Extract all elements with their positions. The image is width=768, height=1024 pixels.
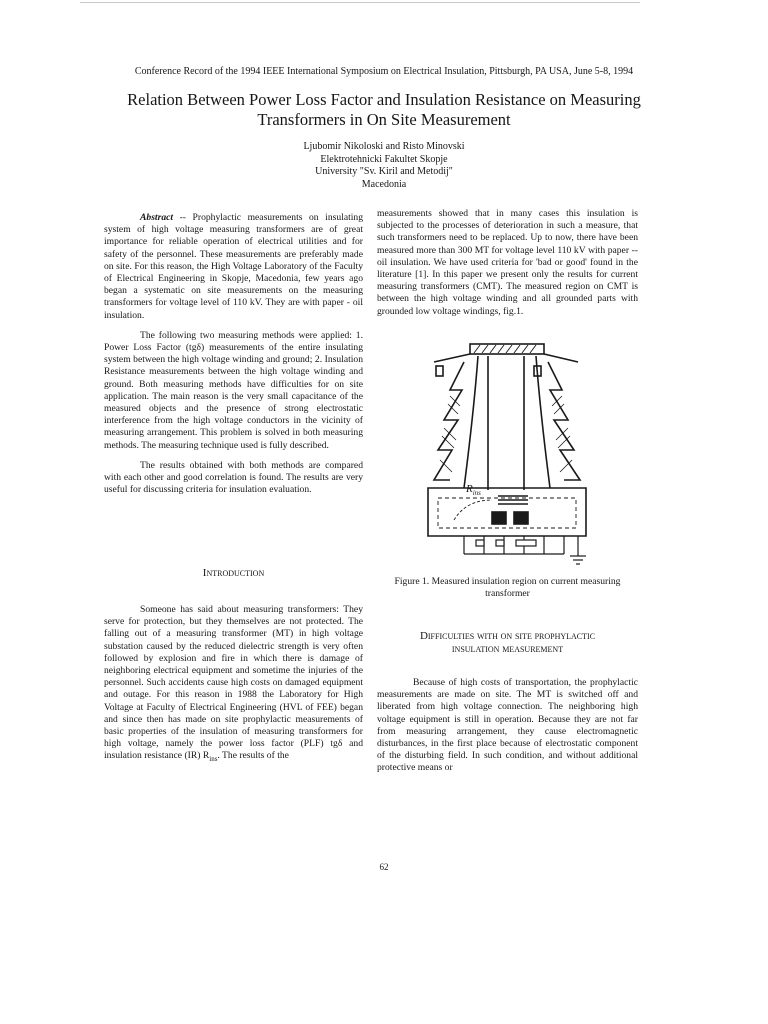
figure-1-transformer-diagram bbox=[414, 340, 600, 566]
introduction-paragraph-1 bbox=[104, 604, 363, 766]
abstract-paragraph-2: The following two measuring methods were applied: 1. Power Loss Factor (tgδ) measurements of the entire insulating system between the high voltage winding and ground; 2. Insulation Resistance measurements between the high voltage winding and ground. Both measuring methods have difficulties for on site application. The main reason is the very small capacitance of the measured objects and the presence of strong electrostatic interference from the high voltage conductors in the vicinity of measuring arrangement. This problem is solved in both measuring methods. The measuring technique used is fully described. bbox=[104, 329, 363, 451]
secondary-terminals bbox=[464, 536, 564, 554]
secondary-windings bbox=[492, 496, 528, 524]
r-ins-subscript: ins bbox=[209, 755, 218, 764]
paper-title-line-1: Relation Between Power Loss Factor and Insulation Resistance on Measuring bbox=[127, 90, 641, 109]
abstract-section bbox=[104, 212, 363, 504]
paper-title bbox=[80, 90, 688, 130]
introduction-text-end: . The results of the bbox=[217, 750, 289, 762]
hv-lead-inner bbox=[488, 356, 524, 490]
insulation-hatching bbox=[440, 396, 572, 472]
page-number: 62 bbox=[379, 862, 389, 872]
porcelain-sheds-left bbox=[434, 362, 464, 480]
abstract-text-1: -- Prophylactic measurements on insulating system of high voltage measuring transformers are of great importance for reliable operation of electrical utilities and for safety of the personnel. These measurements are preferably made on site. For this reason, the High Voltage Laboratory of the Faculty of Electrical Engineering in Skopje, Macedonia, few years ago began a systematic on site measurements on the measuring transformers for voltage level of 110 kV. They are with paper - oil insulation. bbox=[104, 212, 363, 321]
primary-terminal-left bbox=[434, 354, 470, 362]
tank-inner-dashed bbox=[438, 498, 576, 528]
porcelain-sheds-right bbox=[548, 362, 580, 480]
author-names: Ljubomir Nikoloski and Risto Minovski bbox=[303, 141, 465, 152]
terminal-box-left bbox=[436, 366, 443, 376]
abstract-paragraph-3: The results obtained with both methods are compared with each other and good correlation is found. The results are very useful for discussing criteria for insulation evaluation. bbox=[104, 459, 363, 496]
primary-terminal-right bbox=[544, 354, 578, 362]
conference-record: Conference Record of the 1994 IEEE International Symposium on Electrical Insulation, Pittsburgh, PA USA, June 5-8, 1994 bbox=[134, 66, 634, 77]
difficulties-heading-line-1: Difficulties with on site prophylactic bbox=[419, 630, 596, 642]
difficulties-section bbox=[377, 677, 638, 783]
hv-lead-outer bbox=[464, 356, 550, 488]
ground-symbol bbox=[570, 536, 586, 564]
difficulties-heading-line-2: insulation measurement bbox=[451, 643, 564, 655]
difficulties-heading bbox=[377, 630, 638, 656]
figure-1-caption: Figure 1. Measured insulation region on current measuring transformer bbox=[394, 576, 621, 600]
introduction-heading: Introduction bbox=[202, 567, 265, 579]
author-block bbox=[0, 141, 768, 191]
abstract-label: Abstract bbox=[140, 212, 174, 223]
difficulties-paragraph-1: Because of high costs of transportation, the prophylactic measurements are made on site. The MT is switched off and liberated from high voltage connection. The neighboring high voltage equipment is still in operation. Because they are not far from measuring arrangement, they cause electromagnetic disturbances, in the first place because of electrostatic component of the disturbing field. In such condition, and without additional protective means or bbox=[377, 677, 638, 774]
author-faculty: Elektrotehnicki Fakultet Skopje bbox=[320, 153, 448, 165]
introduction-section bbox=[104, 604, 363, 774]
right-column-top bbox=[377, 208, 638, 326]
author-university: University "Sv. Kiril and Metodij" bbox=[315, 166, 453, 177]
right-column-paragraph-1: measurements showed that in many cases this insulation is subjected to the processes of deterioration in such a measure, that such transformers need to be replaced. Up to now, there have been measured more than 300 MT for voltage level 110 kV with paper -- oil insulation. We have used criteria for 'bad or good' found in the literature [1]. In this paper we present only the results for current measuring transformers (CMT). The measured region on CMT is between the high voltage winding and all grounded parts with grounded low voltage windings, fig.1. bbox=[377, 208, 638, 317]
abstract-paragraph-1 bbox=[104, 212, 363, 322]
author-country: Macedonia bbox=[361, 178, 407, 190]
scan-top-edge bbox=[80, 2, 640, 3]
r-ins-label: $R_{ins}$ bbox=[466, 483, 481, 497]
paper-title-line-2: Transformers in On Site Measurement bbox=[257, 110, 511, 129]
insulation-region-dashed bbox=[454, 500, 492, 520]
introduction-text: Someone has said about measuring transformers: They serve for protection, but they themselves are not protected. The falling out of a measuring transformer (MT) in high voltage substation caused by the reduced dielectric strength is very often followed by explosion and fire in which there is damage of neighboring electrical equipment and sometime the injuries of the personnel. Such accidents cause high costs on damaged equipment and outage. For this reason in 1988 the Laboratory for High Voltage at Faculty of Electrical Engineering (HVL of FEE) began and since then has made on site prophylactic measurements of basic properties of the insulation of measuring transformers for high voltage, namely the power loss factor (PLF) tgδ and insulation resistance (IR) R bbox=[104, 604, 363, 762]
